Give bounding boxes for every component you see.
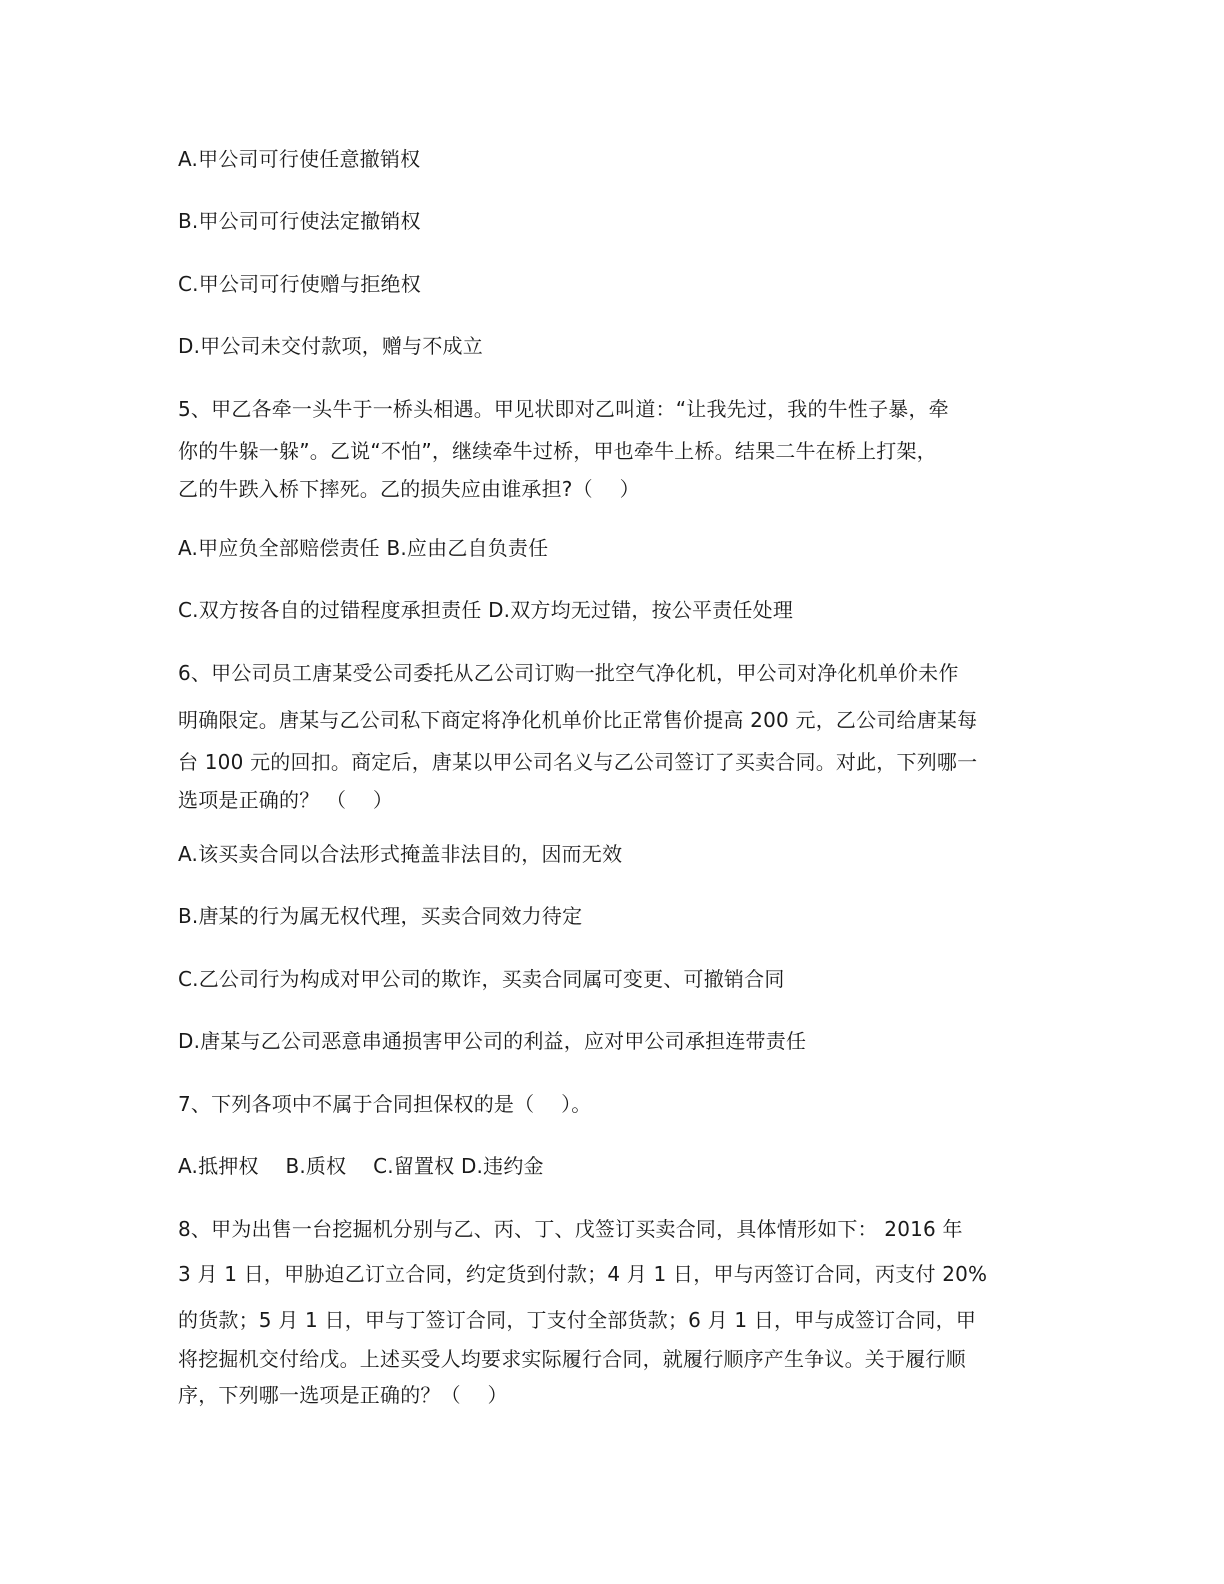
- q5-options-cd: C.双方按各自的过错程度承担责任 D.双方均无过错，按公平责任处理: [178, 598, 794, 622]
- q8-stem-line-1: 8、甲为出售一台挖掘机分别与乙、丙、丁、戊签订买卖合同，具体情形如下： 2016 年: [178, 1217, 963, 1241]
- q5-stem-line-1: 5、甲乙各牵一头牛于一桥头相遇。甲见状即对乙叫道：“让我先过，我的牛性子暴，牵: [178, 397, 949, 421]
- q7-options: A.抵押权 B.质权 C.留置权 D.违约金: [178, 1154, 544, 1178]
- q7-stem: 7、下列各项中不属于合同担保权的是（ ）。: [178, 1092, 592, 1116]
- q6-option-d: D.唐某与乙公司恶意串通损害甲公司的利益，应对甲公司承担连带责任: [178, 1029, 807, 1053]
- q5-options-ab: A.甲应负全部赔偿责任 B.应由乙自负责任: [178, 536, 549, 560]
- q6-stem-line-4: 选项是正确的？ （ ）: [178, 788, 394, 812]
- q8-stem-line-5: 序，下列哪一选项是正确的？（ ）: [178, 1383, 508, 1407]
- q4-option-c: C.甲公司可行使赠与拒绝权: [178, 272, 421, 296]
- q8-stem-line-4: 将挖掘机交付给戊。上述买受人均要求实际履行合同，就履行顺序产生争议。关于履行顺: [178, 1347, 966, 1371]
- q4-option-b: B.甲公司可行使法定撤销权: [178, 209, 421, 233]
- q6-option-a: A.该买卖合同以合法形式掩盖非法目的，因而无效: [178, 842, 623, 866]
- q6-option-b: B.唐某的行为属无权代理，买卖合同效力待定: [178, 904, 583, 928]
- q8-stem-line-2: 3 月 1 日，甲胁迫乙订立合同，约定货到付款；4 月 1 日，甲与丙签订合同，丙支付 20%: [178, 1262, 988, 1286]
- q6-stem-line-3: 台 100 元的回扣。商定后，唐某以甲公司名义与乙公司签订了买卖合同。对此，下列哪一: [178, 750, 978, 774]
- q5-stem-line-2: 你的牛躲一躲”。乙说“不怕”，继续牵牛过桥，甲也牵牛上桥。结果二牛在桥上打架，: [178, 439, 937, 463]
- q4-option-d: D.甲公司未交付款项，赠与不成立: [178, 334, 483, 358]
- q6-option-c: C.乙公司行为构成对甲公司的欺诈，买卖合同属可变更、可撤销合同: [178, 967, 785, 991]
- q6-stem-line-1: 6、甲公司员工唐某受公司委托从乙公司订购一批空气净化机，甲公司对净化机单价未作: [178, 661, 959, 685]
- q4-option-a: A.甲公司可行使任意撤销权: [178, 147, 421, 171]
- q8-stem-line-3: 的货款；5 月 1 日，甲与丁签订合同，丁支付全部货款；6 月 1 日，甲与成签订合同，甲: [178, 1308, 977, 1332]
- q6-stem-line-2: 明确限定。唐某与乙公司私下商定将净化机单价比正常售价提高 200 元，乙公司给唐某每: [178, 708, 978, 732]
- q5-stem-line-3: 乙的牛跌入桥下摔死。乙的损失应由谁承担?（ ）: [178, 477, 640, 501]
